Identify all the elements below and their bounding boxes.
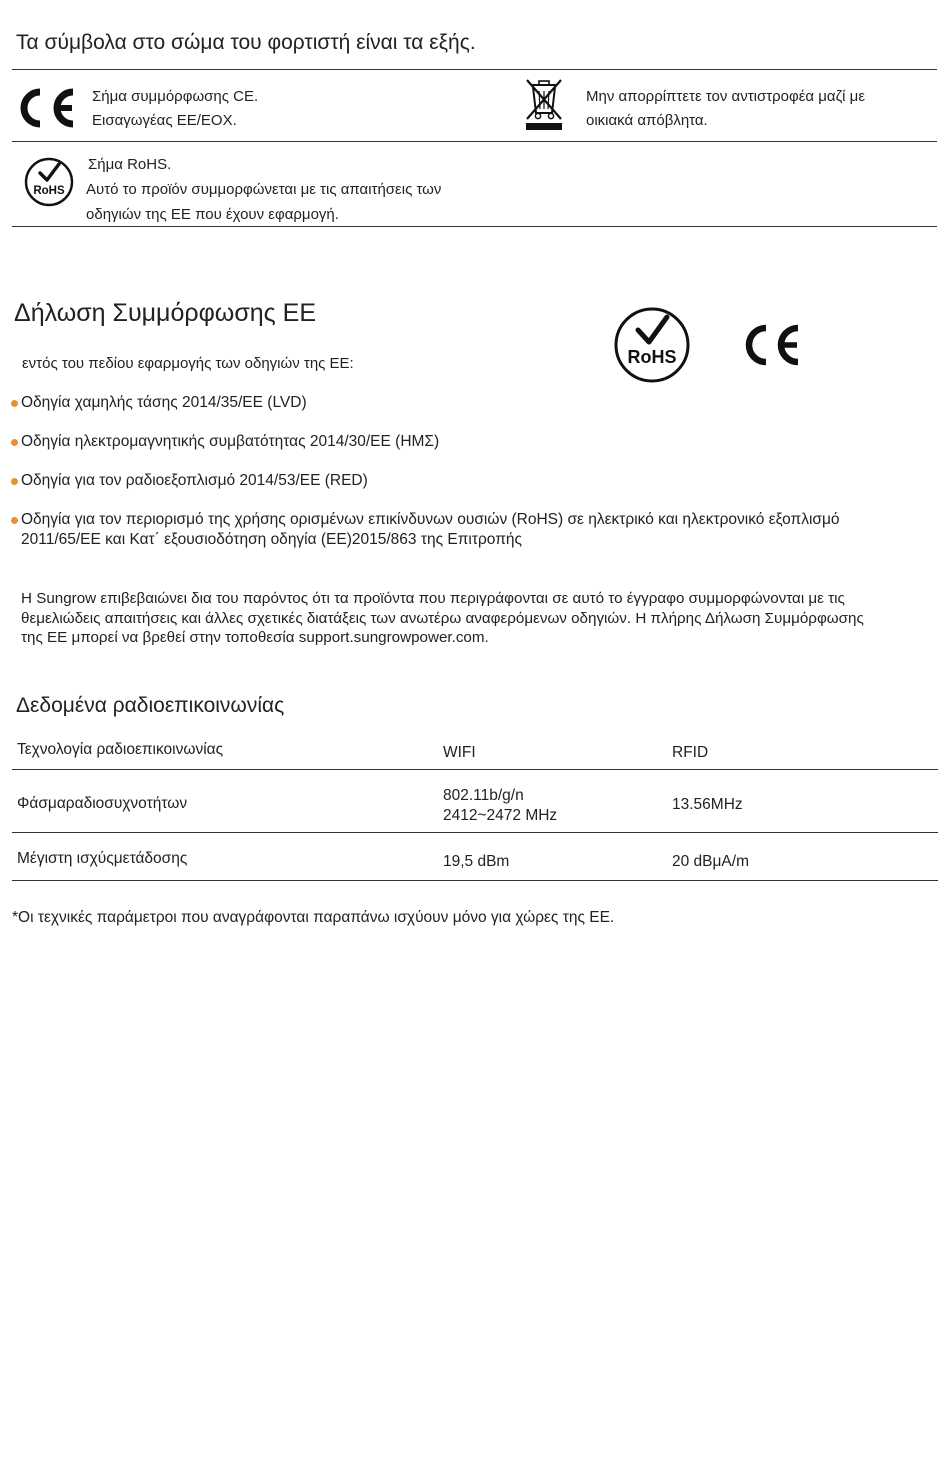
ce-line-1: Σήμα συμμόρφωσης CE. — [92, 88, 259, 105]
ce-line-2: Εισαγωγέας ΕΕ/ΕΟΧ. — [92, 112, 237, 129]
weee-line-2: οικιακά απόβλητα. — [586, 112, 708, 129]
bullet-icon — [11, 439, 18, 446]
rohs-symbol-text — [86, 152, 441, 227]
table-cell-wifi: 802.11b/g/n 2412~2472 MHz — [443, 787, 558, 824]
declaration-scope: εντός του πεδίου εφαρμογής των οδηγιών της ΕΕ: — [22, 355, 354, 372]
table-cell-rfid: 20 dBμA/m — [672, 853, 749, 870]
list-item: Οδηγία για τον περιορισμό της χρήσης ορισμένων επικίνδυνων ουσιών (RoHS) σε ηλεκτρικό και ηλεκτρονικό εξοπλισμό 2011/65/ΕΕ και Κατ΄ εξουσιοδότηση οδηγία (ΕΕ)2015/863 της Επιτροπής — [21, 511, 840, 548]
bullet-icon — [11, 517, 18, 524]
rohs-line-1: Σήμα RoHS. — [88, 156, 172, 173]
symbols-heading: Τα σύμβολα στο σώμα του φορτιστή είναι τα εξής. — [16, 31, 476, 54]
list-item: Οδηγία χαμηλής τάσης 2014/35/ΕΕ (LVD) — [21, 394, 307, 411]
compliance-statement: Η Sungrow επιβεβαιώνει δια του παρόντος ότι τα προϊόντα που περιγράφονται σε αυτό το έγγραφο συμμορφώνονται με τις θεμελιώδεις απαιτήσεις και άλλες σχετικές διατάξεις των ανωτέρω αναφερόμενων οδηγιών. Η πλήρης Δήλωση Συμμόρφωσης της ΕΕ μπορεί να βρεθεί στην τοποθεσία support.sungrowpower.com. — [21, 590, 864, 646]
table-cell-label: Μέγιστη ισχύςμετάδοσης — [17, 850, 188, 867]
list-item: Οδηγία για τον ραδιοεξοπλισμό 2014/53/ΕΕ (RED) — [21, 472, 368, 489]
crossed-out-wheelie-bin-icon — [524, 77, 564, 133]
divider — [12, 832, 938, 833]
ce-mark-icon — [742, 322, 802, 368]
divider — [12, 69, 937, 70]
radio-title: Δεδομένα ραδιοεπικοινωνίας — [16, 694, 285, 717]
weee-line-1: Μην απορρίπτετε τον αντιστροφέα μαζί με — [586, 88, 866, 105]
rohs-line-3: οδηγιών της ΕΕ που έχουν εφαρμογή. — [86, 206, 339, 223]
table-cell-label: Φάσμαραδιοσυχνοτήτων — [17, 795, 188, 812]
rohs-line-2: Αυτό το προϊόν συμμορφώνεται με τις απαιτήσεις των — [86, 181, 442, 198]
list-item: Οδηγία ηλεκτρομαγνητικής συμβατότητας 2014/30/ΕΕ (ΗΜΣ) — [21, 433, 440, 450]
table-cell-rfid: 13.56MHz — [672, 796, 743, 813]
table-header-rfid: RFID — [672, 744, 709, 761]
divider — [12, 880, 938, 881]
divider — [12, 226, 937, 227]
divider — [12, 769, 938, 770]
weee-symbol-text — [586, 85, 865, 133]
rohs-mark-icon — [24, 157, 74, 207]
ce-symbol-text — [92, 85, 258, 133]
divider — [12, 141, 937, 142]
rohs-mark-icon — [613, 306, 691, 384]
table-cell-wifi: 19,5 dBm — [443, 853, 510, 870]
table-header-wifi: WIFI — [443, 744, 476, 761]
declaration-title: Δήλωση Συμμόρφωσης ΕΕ — [14, 299, 316, 327]
bullet-icon — [11, 400, 18, 407]
footnote: *Οι τεχνικές παράμετροι που αναγράφονται παραπάνω ισχύουν μόνο για χώρες της ΕΕ. — [12, 909, 615, 926]
rohs-badge-text: RoHS — [33, 185, 65, 197]
rohs-badge-text: RoHS — [627, 347, 677, 367]
table-header-label: Τεχνολογία ραδιοεπικοινωνίας — [17, 741, 224, 758]
bullet-icon — [11, 478, 18, 485]
ce-mark-icon — [14, 87, 78, 129]
